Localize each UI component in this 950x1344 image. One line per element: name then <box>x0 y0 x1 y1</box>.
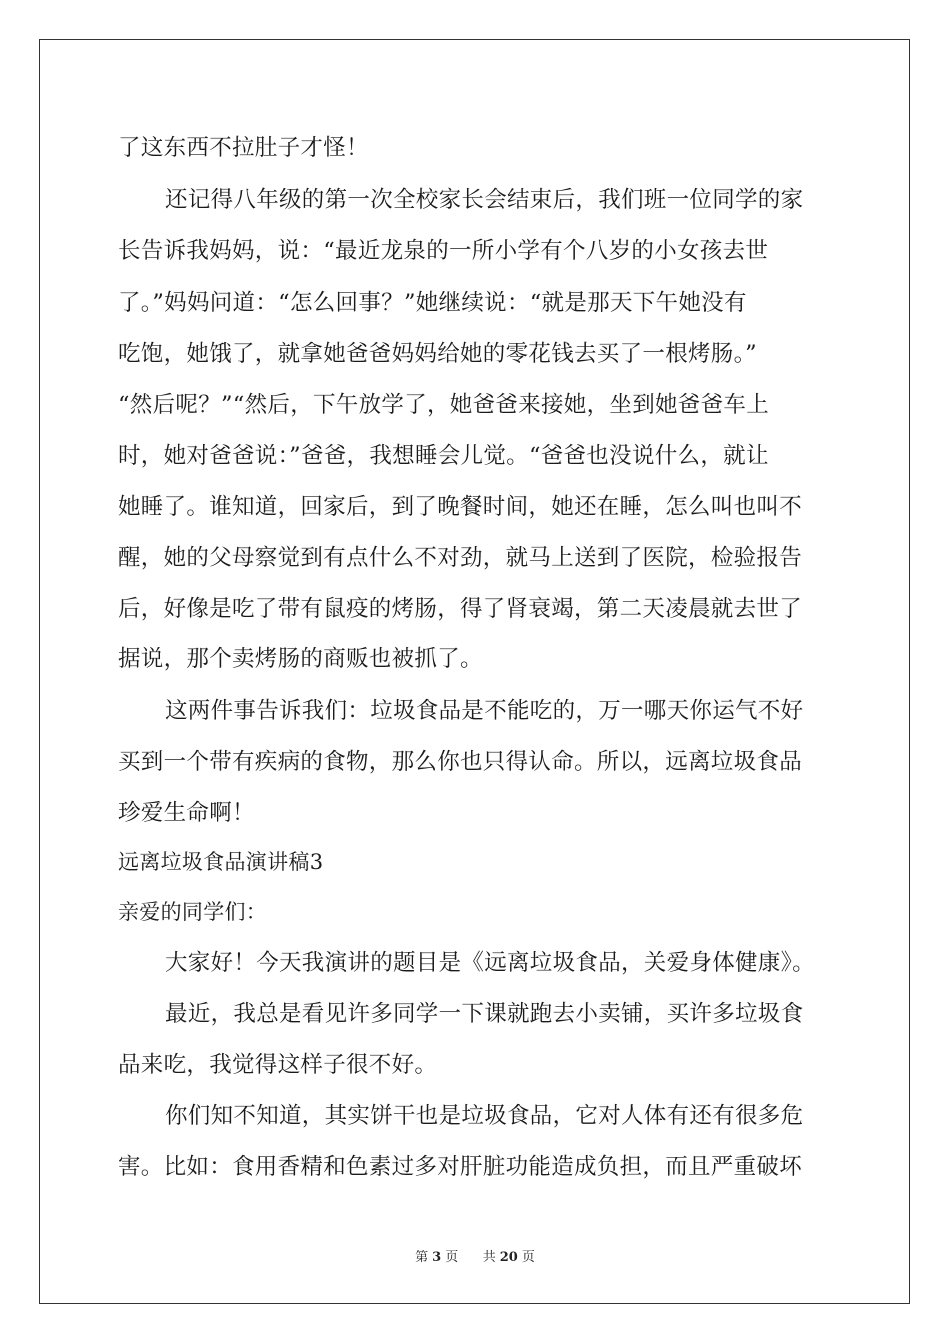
page-prefix: 第 <box>415 1250 429 1265</box>
text-line: 据说，那个卖烤肠的商贩也被抓了。 <box>118 646 483 672</box>
paragraph-start-line: 这两件事告诉我们：垃圾食品是不能吃的，万一哪天你运气不好 <box>165 698 804 724</box>
page-number: 3 <box>432 1250 442 1265</box>
text-line: 害。比如：食用香精和色素过多对肝脏功能造成负担，而且严重破坏 <box>118 1154 803 1180</box>
text-line: 长告诉我妈妈，说：“最近龙泉的一所小学有个八岁的小女孩去世 <box>118 238 769 264</box>
text-line: 她睡了。谁知道，回家后，到了晚餐时间，她还在睡，怎么叫也叫不 <box>118 494 803 520</box>
paragraph-start-line: 最近，我总是看见许多同学一下课就跑去小卖铺，买许多垃圾食 <box>165 1001 804 1027</box>
text-line: 吃饱，她饿了，就拿她爸爸妈妈给她的零花钱去买了一根烤肠。” <box>118 341 757 367</box>
paragraph-start-line: 还记得八年级的第一次全校家长会结束后，我们班一位同学的家 <box>165 187 804 213</box>
text-line: 时，她对爸爸说：”爸爸，我想睡会儿觉。“爸爸也没说什么，就让 <box>118 443 769 469</box>
paragraph-start-line: 你们知不知道，其实饼干也是垃圾食品，它对人体有还有很多危 <box>165 1103 804 1129</box>
text-line: 醒，她的父母察觉到有点什么不对劲，就马上送到了医院，检验报告 <box>118 545 803 571</box>
page-suffix: 页 <box>445 1250 459 1265</box>
total-pages: 20 <box>499 1250 518 1265</box>
text-line: 了。”妈妈问道：“怎么回事？”她继续说：“就是那天下午她没有 <box>118 290 747 316</box>
page-footer <box>0 1246 950 1265</box>
total-suffix: 页 <box>521 1250 535 1265</box>
section-heading: 远离垃圾食品演讲稿3 <box>118 850 324 874</box>
total-prefix: 共 <box>482 1250 496 1265</box>
text-line: 品来吃，我觉得这样子很不好。 <box>118 1052 438 1078</box>
text-line: 了这东西不拉肚子才怪！ <box>118 135 369 161</box>
text-line: “然后呢？”“然后，下午放学了，她爸爸来接她，坐到她爸爸车上 <box>118 392 770 418</box>
text-line: 后，好像是吃了带有鼠疫的烤肠，得了肾衰竭，第二天凌晨就去世了 <box>118 596 803 622</box>
paragraph-start-line: 大家好！今天我演讲的题目是《远离垃圾食品，关爱身体健康》。 <box>165 950 815 976</box>
page-indicator <box>413 1250 460 1265</box>
salutation: 亲爱的同学们： <box>118 900 268 924</box>
total-pages-indicator <box>481 1250 537 1265</box>
text-line: 珍爱生命啊！ <box>118 800 255 826</box>
text-line: 买到一个带有疾病的食物，那么你也只得认命。所以，远离垃圾食品 <box>118 749 803 775</box>
